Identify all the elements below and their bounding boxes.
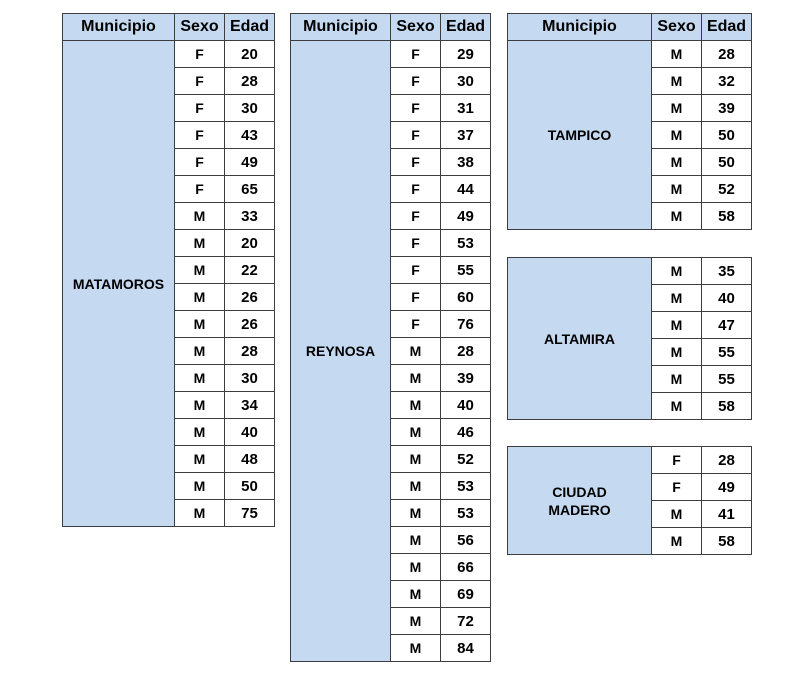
table-ciudad-madero — [507, 446, 752, 555]
edad-cell: 72 — [441, 608, 491, 635]
sexo-cell: F — [175, 68, 225, 95]
sexo-cell: F — [652, 447, 702, 474]
edad-cell: 37 — [441, 122, 491, 149]
edad-cell: 28 — [441, 338, 491, 365]
sexo-cell: F — [391, 122, 441, 149]
sexo-cell: M — [175, 365, 225, 392]
edad-cell: 75 — [225, 500, 275, 527]
header-municipio: Municipio — [291, 14, 391, 41]
edad-cell: 48 — [225, 446, 275, 473]
sexo-cell: M — [391, 338, 441, 365]
edad-cell: 69 — [441, 581, 491, 608]
sexo-cell: F — [391, 95, 441, 122]
edad-cell: 76 — [441, 311, 491, 338]
edad-cell: 43 — [225, 122, 275, 149]
municipio-cell: CIUDAD MADERO — [508, 447, 652, 555]
sexo-cell: M — [391, 446, 441, 473]
edad-cell: 28 — [225, 68, 275, 95]
sexo-cell: M — [391, 473, 441, 500]
sexo-cell: M — [175, 257, 225, 284]
sexo-cell: F — [175, 41, 225, 68]
sexo-cell: M — [391, 635, 441, 662]
table-row — [63, 41, 275, 68]
edad-cell: 30 — [225, 365, 275, 392]
sexo-cell: M — [652, 339, 702, 366]
header-edad: Edad — [441, 14, 491, 41]
edad-cell: 39 — [702, 95, 752, 122]
sexo-cell: M — [391, 554, 441, 581]
edad-cell: 65 — [225, 176, 275, 203]
sexo-cell: F — [391, 149, 441, 176]
sexo-cell: M — [175, 311, 225, 338]
sexo-cell: M — [175, 230, 225, 257]
edad-cell: 84 — [441, 635, 491, 662]
edad-cell: 28 — [702, 41, 752, 68]
header-municipio: Municipio — [63, 14, 175, 41]
edad-cell: 26 — [225, 311, 275, 338]
edad-cell: 53 — [441, 500, 491, 527]
sexo-cell: M — [391, 608, 441, 635]
edad-cell: 34 — [225, 392, 275, 419]
sexo-cell: M — [652, 312, 702, 339]
table-row — [508, 447, 752, 474]
sexo-cell: F — [391, 230, 441, 257]
edad-cell: 55 — [441, 257, 491, 284]
edad-cell: 60 — [441, 284, 491, 311]
edad-cell: 38 — [441, 149, 491, 176]
edad-cell: 28 — [702, 447, 752, 474]
header-sexo: Sexo — [175, 14, 225, 41]
edad-cell: 31 — [441, 95, 491, 122]
table-tampico — [507, 13, 752, 230]
table-row — [508, 258, 752, 285]
municipio-cell: REYNOSA — [291, 41, 391, 662]
sexo-cell: M — [391, 365, 441, 392]
sexo-cell: M — [175, 203, 225, 230]
edad-cell: 66 — [441, 554, 491, 581]
sexo-cell: F — [391, 284, 441, 311]
sexo-cell: M — [652, 68, 702, 95]
sexo-cell: M — [391, 419, 441, 446]
edad-cell: 53 — [441, 230, 491, 257]
table-altamira — [507, 257, 752, 420]
sexo-cell: M — [652, 366, 702, 393]
edad-cell: 58 — [702, 203, 752, 230]
sexo-cell: M — [175, 338, 225, 365]
header-row — [508, 14, 752, 41]
header-row — [63, 14, 275, 41]
municipio-cell: ALTAMIRA — [508, 258, 652, 420]
table-reynosa — [290, 13, 491, 662]
edad-cell: 40 — [225, 419, 275, 446]
sexo-cell: M — [652, 501, 702, 528]
sexo-cell: F — [391, 176, 441, 203]
sexo-cell: M — [391, 527, 441, 554]
sexo-cell: M — [175, 284, 225, 311]
municipio-cell: TAMPICO — [508, 41, 652, 230]
sexo-cell: M — [175, 500, 225, 527]
sexo-cell: M — [652, 258, 702, 285]
sexo-cell: F — [175, 176, 225, 203]
sexo-cell: M — [652, 95, 702, 122]
edad-cell: 40 — [441, 392, 491, 419]
sexo-cell: M — [175, 419, 225, 446]
sexo-cell: M — [391, 581, 441, 608]
header-sexo: Sexo — [652, 14, 702, 41]
sexo-cell: F — [391, 41, 441, 68]
edad-cell: 49 — [225, 149, 275, 176]
sexo-cell: F — [391, 203, 441, 230]
edad-cell: 22 — [225, 257, 275, 284]
header-edad: Edad — [225, 14, 275, 41]
sexo-cell: F — [652, 474, 702, 501]
edad-cell: 41 — [702, 501, 752, 528]
sexo-cell: M — [391, 500, 441, 527]
edad-cell: 30 — [225, 95, 275, 122]
edad-cell: 50 — [225, 473, 275, 500]
edad-cell: 55 — [702, 339, 752, 366]
sexo-cell: M — [652, 285, 702, 312]
header-row — [291, 14, 491, 41]
sexo-cell: F — [391, 257, 441, 284]
edad-cell: 30 — [441, 68, 491, 95]
edad-cell: 52 — [441, 446, 491, 473]
edad-cell: 50 — [702, 122, 752, 149]
sexo-cell: M — [652, 176, 702, 203]
edad-cell: 58 — [702, 528, 752, 555]
sexo-cell: M — [175, 392, 225, 419]
edad-cell: 44 — [441, 176, 491, 203]
sexo-cell: M — [652, 203, 702, 230]
edad-cell: 50 — [702, 149, 752, 176]
sexo-cell: M — [652, 149, 702, 176]
edad-cell: 20 — [225, 230, 275, 257]
sexo-cell: F — [391, 68, 441, 95]
edad-cell: 40 — [702, 285, 752, 312]
edad-cell: 29 — [441, 41, 491, 68]
sexo-cell: M — [652, 122, 702, 149]
edad-cell: 55 — [702, 366, 752, 393]
sexo-cell: F — [175, 149, 225, 176]
edad-cell: 56 — [441, 527, 491, 554]
sexo-cell: F — [175, 95, 225, 122]
edad-cell: 39 — [441, 365, 491, 392]
edad-cell: 49 — [702, 474, 752, 501]
edad-cell: 26 — [225, 284, 275, 311]
table-row — [291, 41, 491, 68]
edad-cell: 32 — [702, 68, 752, 95]
sexo-cell: F — [391, 311, 441, 338]
edad-cell: 35 — [702, 258, 752, 285]
header-municipio: Municipio — [508, 14, 652, 41]
edad-cell: 28 — [225, 338, 275, 365]
sexo-cell: M — [652, 528, 702, 555]
edad-cell: 47 — [702, 312, 752, 339]
header-edad: Edad — [702, 14, 752, 41]
sexo-cell: M — [175, 446, 225, 473]
edad-cell: 53 — [441, 473, 491, 500]
edad-cell: 49 — [441, 203, 491, 230]
sexo-cell: F — [175, 122, 225, 149]
edad-cell: 20 — [225, 41, 275, 68]
sexo-cell: M — [391, 392, 441, 419]
sexo-cell: M — [652, 41, 702, 68]
table-row — [508, 41, 752, 68]
edad-cell: 46 — [441, 419, 491, 446]
table-matamoros — [62, 13, 275, 527]
header-sexo: Sexo — [391, 14, 441, 41]
sexo-cell: M — [652, 393, 702, 420]
edad-cell: 58 — [702, 393, 752, 420]
municipio-cell: MATAMOROS — [63, 41, 175, 527]
edad-cell: 52 — [702, 176, 752, 203]
edad-cell: 33 — [225, 203, 275, 230]
sexo-cell: M — [175, 473, 225, 500]
